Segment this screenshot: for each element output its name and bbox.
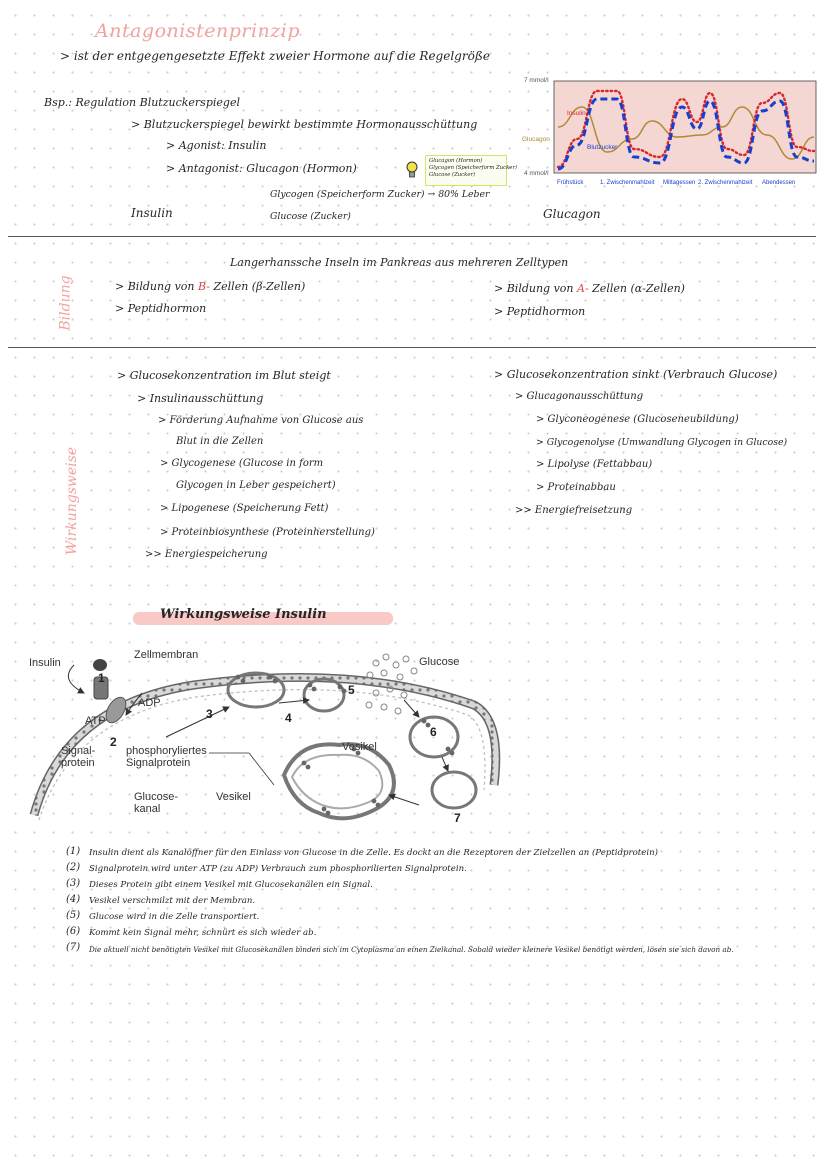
section-divider xyxy=(8,347,816,348)
right-effect-line: > Glycogenolyse (Umwandlung Glycogen in Glucose) xyxy=(536,437,788,448)
agonist-line: > Agonist: Insulin xyxy=(166,139,267,152)
note-text: Die aktuell nicht benötigten Vesikel mit Glucosekanälen binden sich im Cytoplasma an einen Zielkanal. Sobald wieder kleinere Vesikel benötigt werden, lösen sie sich davon ab. xyxy=(89,945,734,954)
page-title: Antagonistenprinzip xyxy=(95,20,301,42)
right-effect-line: > Glucosekonzentration sinkt (Verbrauch Glucose) xyxy=(494,368,778,381)
left-effect-line: > Lipogenese (Speicherung Fett) xyxy=(160,503,329,514)
chart-canvas xyxy=(522,77,822,192)
left-effect-line: > Proteinbiosynthese (Proteinherstellung) xyxy=(160,527,375,538)
step-number: 1 xyxy=(98,671,105,685)
right-effect-line: > Lipolyse (Fettabbau) xyxy=(536,459,653,470)
a-cells-line: > Bildung von A- Zellen (α-Zellen) xyxy=(494,282,685,295)
note-line: Glycogen (Speicherform Zucker) xyxy=(429,165,518,171)
x-tick-label: Abendessen xyxy=(762,180,796,186)
note-number: (3) xyxy=(66,878,81,889)
right-effect-line: > Glucagonausschüttung xyxy=(515,391,644,402)
glucose-line: Glucose (Zucker) xyxy=(270,211,351,222)
right-effect-line: > Glyconeogenese (Glucoseneubildung) xyxy=(536,414,739,425)
phospho-label: phosphoryliertes Signalprotein xyxy=(126,745,207,769)
glucagon-label: Glucagon xyxy=(543,207,601,221)
note-number: (7) xyxy=(66,942,81,953)
atp-label: ATP xyxy=(85,715,106,727)
diagram-heading: Wirkungsweise Insulin xyxy=(160,607,327,622)
example-heading: Bsp.: Regulation Blutzuckerspiegel xyxy=(44,96,240,109)
note-line: Glucagon (Hormon) xyxy=(429,158,483,164)
side-label-wirkungsweise: Wirkungsweise xyxy=(64,446,81,556)
step-number: 5 xyxy=(348,683,355,697)
left-effect-line: > Insulinausschüttung xyxy=(137,392,264,405)
section-divider xyxy=(8,236,816,237)
note-text: Kommt kein Signal mehr, schnürt es sich wieder ab. xyxy=(89,928,317,938)
b-cells-line: > Bildung von B- Zellen (β-Zellen) xyxy=(115,280,306,293)
antagonist-line: > Antagonist: Glucagon (Hormon) xyxy=(166,162,357,175)
example-line: > Blutzuckerspiegel bewirkt bestimmte Hormonausschüttung xyxy=(131,118,478,131)
note-number: (5) xyxy=(66,910,81,921)
right-effect-line: > Proteinabbau xyxy=(536,482,616,493)
left-effect-line: >> Energiespeicherung xyxy=(145,549,268,560)
definition: > ist der entgegengesetzte Effekt zweier Hormone auf die Regelgröße xyxy=(60,49,490,63)
note-number: (2) xyxy=(66,862,81,873)
legend-insulin: Insulin xyxy=(567,110,586,117)
step-number: 3 xyxy=(206,707,213,721)
note-line: Glucose (Zucker) xyxy=(429,172,476,178)
note-number: (6) xyxy=(66,926,81,937)
sticky-note xyxy=(425,155,518,186)
glucose-label: Glucose xyxy=(419,656,460,668)
x-tick-label: Frühstück xyxy=(557,180,584,186)
adp-label: ADP xyxy=(138,697,161,709)
step-number: 6 xyxy=(430,725,437,739)
y-tick-label: 4 mmol/l xyxy=(524,170,549,177)
signal-protein-label: Signal- protein xyxy=(61,745,96,769)
note-text: Dieses Protein gibt einem Vesikel mit Glucosekanälen ein Signal. xyxy=(89,880,373,890)
vesicle xyxy=(432,772,476,808)
side-label-bildung: Bildung xyxy=(57,275,74,331)
right-effect-line: >> Energiefreisetzung xyxy=(515,505,633,516)
insulin-label: Insulin xyxy=(131,206,173,220)
insulin-molecule xyxy=(93,659,107,671)
note-number: (1) xyxy=(66,846,81,857)
step-number: 7 xyxy=(454,811,461,825)
membrane-label: Zellmembran xyxy=(134,649,199,661)
x-tick-label: 2. Zwischenmahlzeit xyxy=(698,180,753,186)
vesicle-label: Vesikel xyxy=(216,791,251,803)
note-text: Signalprotein wird unter ATP (zu ADP) Verbrauch zum phosphorilierten Signalprotein. xyxy=(89,864,467,874)
insulin-diagram xyxy=(24,645,514,830)
left-effect-line: > Förderung Aufnahme von Glucose aus xyxy=(158,415,364,426)
note-text: Insulin dient als Kanalöffner für den Einlass von Glucose in die Zelle. Es dockt an die Rezeptoren der Zielzellen an (Peptidprotein) xyxy=(89,848,658,858)
note-number: (4) xyxy=(66,894,81,905)
left-effect-line: Glycogen in Leber gespeichert) xyxy=(176,480,336,491)
left-effect-line: Blut in die Zellen xyxy=(176,436,264,447)
blood-sugar-chart xyxy=(522,77,822,192)
y-tick-label: 7 mmol/l xyxy=(524,77,549,84)
note-text: Vesikel verschmilzt mit der Membran. xyxy=(89,896,256,906)
left-effect-line: > Glycogenese (Glucose in form xyxy=(160,458,324,469)
glycogen-line: Glycogen (Speicherform Zucker) → 80% Leber xyxy=(270,189,490,200)
step-number: 4 xyxy=(285,711,292,725)
legend-blood-sugar: Blutzucker xyxy=(587,144,618,151)
channel-label: Glucose- kanal xyxy=(134,791,179,815)
x-tick-label: Mittagessen xyxy=(663,180,696,186)
lightbulb-icon xyxy=(404,160,420,180)
note-text: Glucose wird in die Zelle transportiert. xyxy=(89,912,260,922)
x-tick-label: 1. Zwischenmahlzeit xyxy=(600,180,655,186)
legend-glucagon: Glucagon xyxy=(522,136,550,143)
step-number: 2 xyxy=(110,735,117,749)
left-hormone-type: > Peptidhormon xyxy=(115,302,207,315)
right-hormone-type: > Peptidhormon xyxy=(494,305,586,318)
section2-header: Langerhanssche Inseln im Pankreas aus mehreren Zelltypen xyxy=(230,256,569,269)
vesicle-label: Vesikel xyxy=(342,741,377,753)
left-effect-line: > Glucosekonzentration im Blut steigt xyxy=(117,369,331,382)
insulin-label: Insulin xyxy=(29,657,61,669)
